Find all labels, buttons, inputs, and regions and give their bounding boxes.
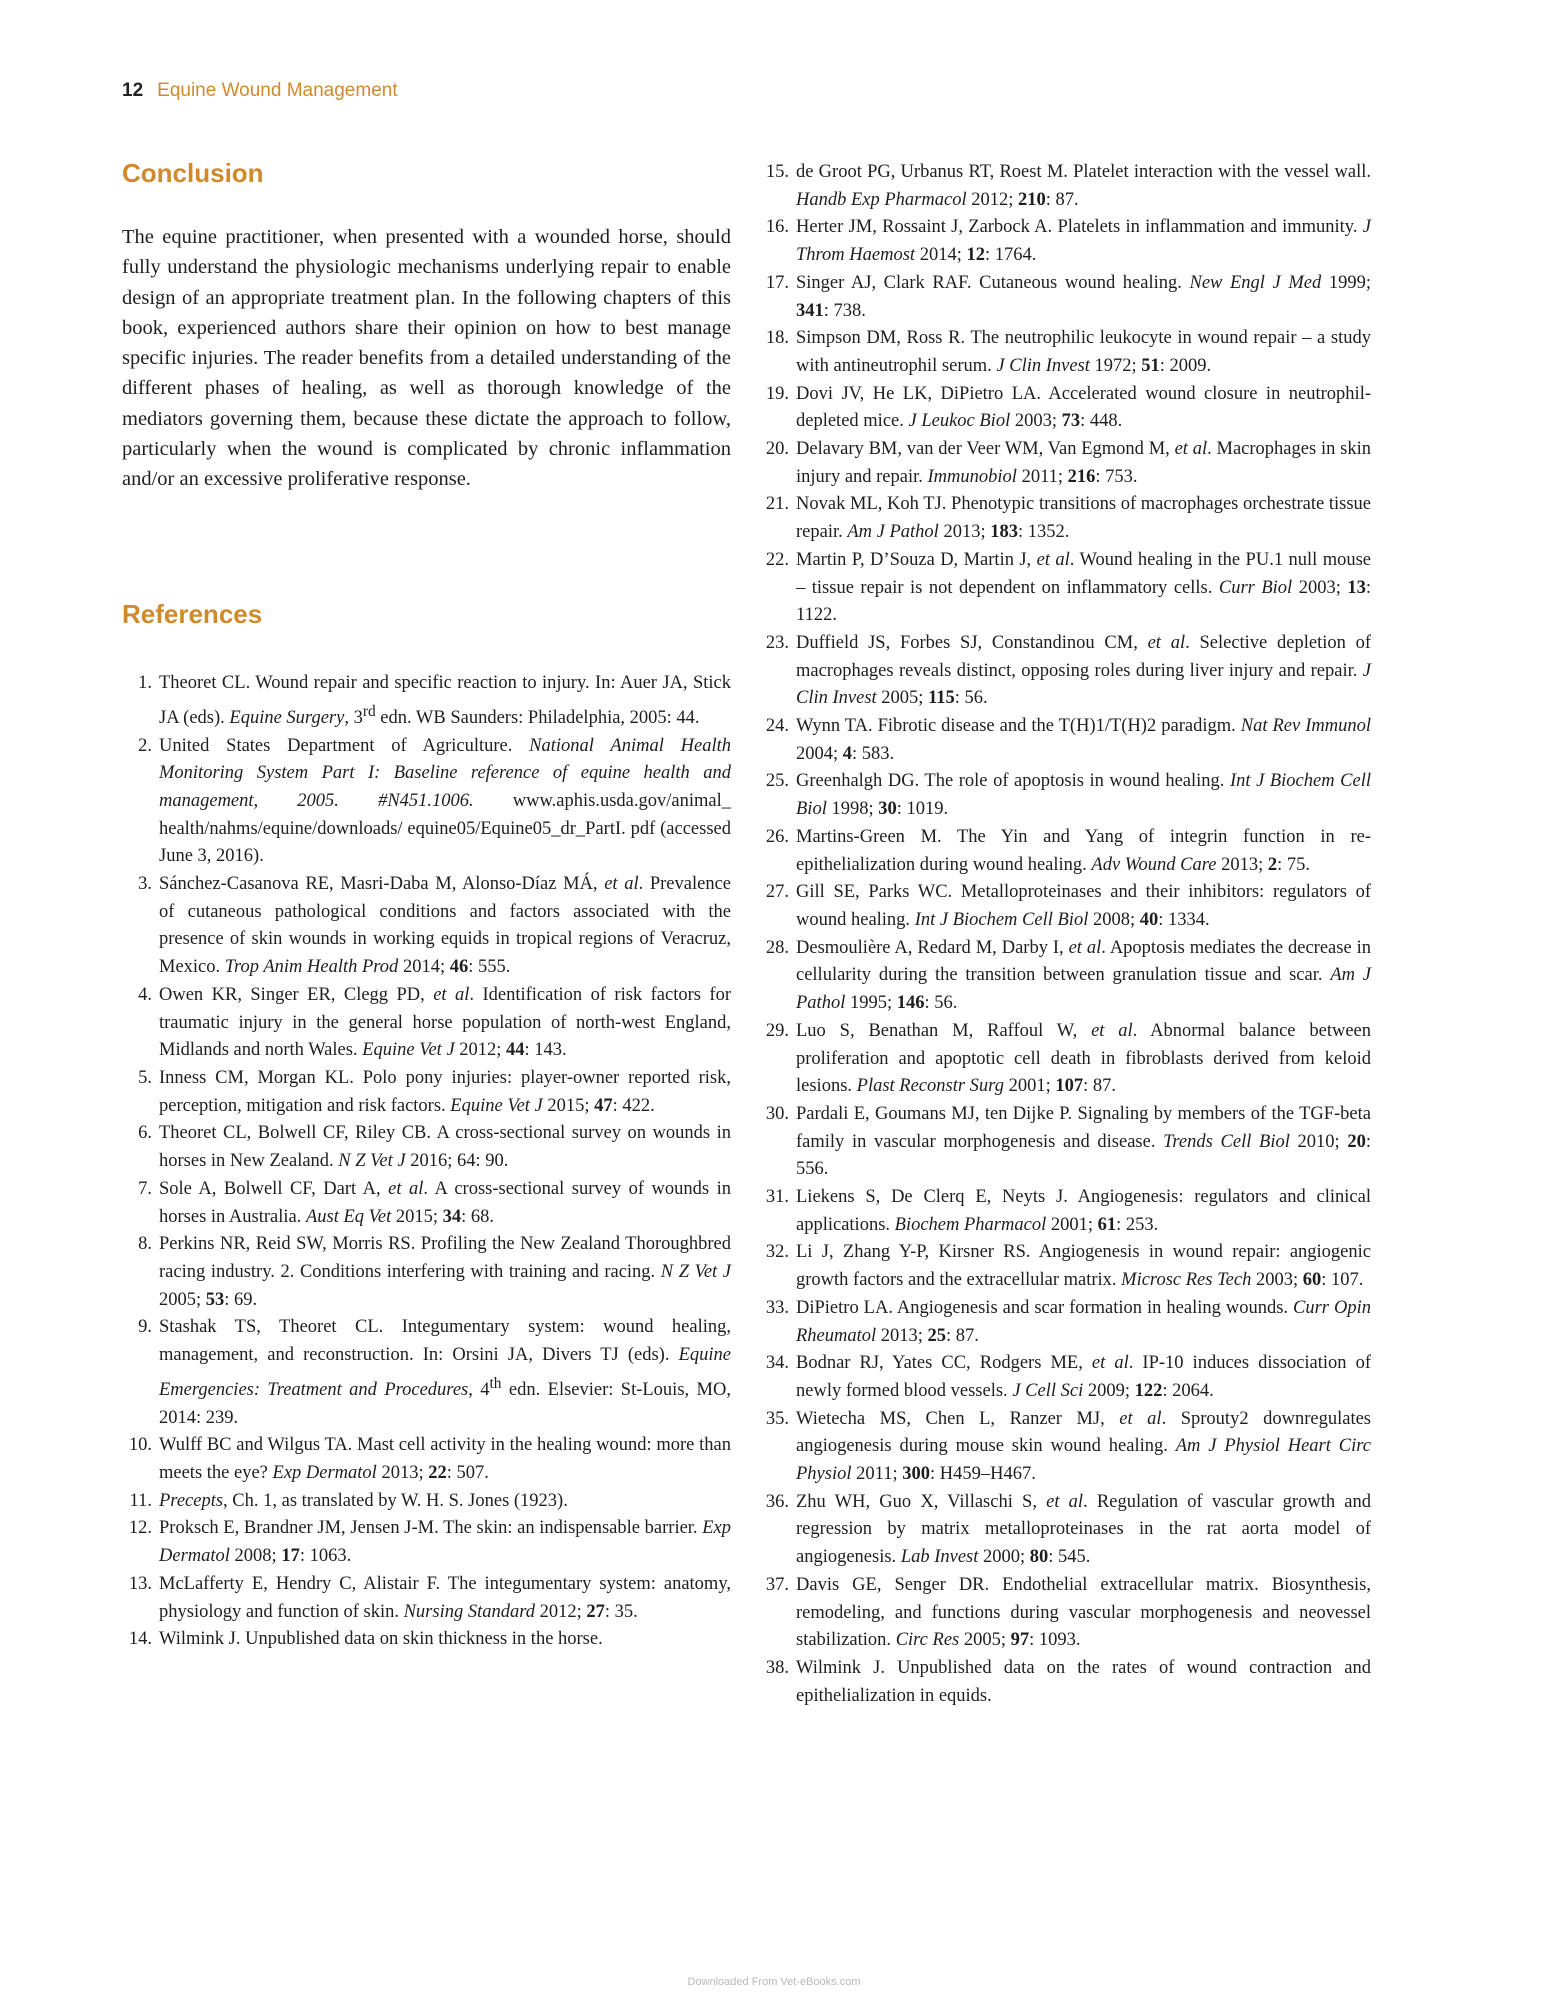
reference-item: [759, 768, 1371, 823]
reference-number: 19.: [765, 383, 789, 404]
reference-text: Li J, Zhang Y-P, Kirsner RS. Angiogenesis in wound repair: angiogenic growth factors and the extracellular matrix. Microsc Res Tech 2003; 60: 107.: [796, 1242, 1371, 1291]
reference-item: [759, 1350, 1371, 1405]
references-heading: References: [122, 599, 263, 629]
reference-text: Proksch E, Brandner JM, Jensen J-M. The skin: an indispensable barrier. Exp Dermatol 2008; 17: 1063.: [159, 1518, 731, 1567]
reference-number: 5.: [138, 1068, 152, 1088]
reference-item: [122, 1432, 731, 1487]
reference-item: [759, 325, 1371, 380]
reference-text: Theoret CL. Wound repair and specific reaction to injury. In: Auer JA, Stick JA (eds). Equine Surgery, 3rd edn. WB Saunders: Philadelphia, 2005: 44.: [159, 673, 731, 728]
reference-number: 37.: [765, 1574, 789, 1595]
reference-text: Wilmink J. Unpublished data on skin thickness in the horse.: [159, 1629, 603, 1650]
reference-item: [759, 436, 1371, 491]
reference-number: 7.: [138, 1178, 152, 1199]
conclusion-paragraph: The equine practitioner, when presented with a wounded horse, should fully understand the physiologic mechanisms underlying repair to enable design of an appropriate treatment plan. In the following chapters of this book, experienced authors share their opinion on how to best manage specific injuries. The reader benefits from a detailed understanding of the different phases of healing, as well as thorough knowledge of the mediators governing them, because these dictate the approach to follow, particularly when the wound is complicated by chronic inflammation and/or an excessive proliferative response.: [122, 226, 731, 491]
reference-item: [122, 1176, 731, 1231]
reference-text: United States Department of Agriculture. National Animal Health Monitoring System Part I: Baseline reference of equine health and management, 2005. #N451.1006. www.aphis.usda.gov/animal_ health/nahms/equine/downloads/ equine05/Equine05_dr_PartI. pdf (accessed June 3, 2016).: [159, 735, 731, 867]
reference-number: 25.: [765, 771, 789, 792]
reference-number: 26.: [765, 826, 789, 847]
reference-number: 2.: [138, 735, 152, 756]
reference-text: Davis GE, Senger DR. Endothelial extracellular matrix. Biosynthesis, remodeling, and functions during vascular morphogenesis and neovessel stabilization. Circ Res 2005; 97: 1093.: [796, 1574, 1371, 1651]
reference-number: 12.: [128, 1518, 152, 1539]
reference-text: Theoret CL, Bolwell CF, Riley CB. A cross-sectional survey on wounds in horses in New Zealand. N Z Vet J 2016; 64: 90.: [159, 1123, 731, 1172]
reference-text: Herter JM, Rossaint J, Zarbock A. Platelets in inflammation and immunity. J Throm Haemost 2014; 12: 1764.: [796, 217, 1371, 266]
conclusion-heading: Conclusion: [122, 158, 264, 188]
reference-item: [759, 159, 1371, 214]
reference-item: [759, 1489, 1371, 1572]
reference-number: 15.: [765, 162, 789, 182]
reference-text: Sole A, Bolwell CF, Dart A, et al. A cross-sectional survey of wounds in horses in Australia. Aust Eq Vet 2015; 34: 68.: [159, 1178, 731, 1227]
reference-text: Zhu WH, Guo X, Villaschi S, et al. Regulation of vascular growth and regression by matrix metalloproteinases in the rat aorta model of angiogenesis. Lab Invest 2000; 80: 545.: [796, 1491, 1371, 1568]
reference-number: 29.: [765, 1020, 789, 1041]
reference-item: [122, 1065, 731, 1120]
reference-item: [759, 1295, 1371, 1350]
reference-text: Precepts, Ch. 1, as translated by W. H. S. Jones (1923).: [159, 1490, 568, 1511]
reference-number: 20.: [765, 439, 789, 460]
reference-text: Sánchez-Casanova RE, Masri-Daba M, Alonso-Díaz MÁ, et al. Prevalence of cutaneous pathological conditions and factors associated with the presence of skin wounds in working equids in tropical regions of Veracruz, Mexico. Trop Anim Health Prod 2014; 46: 555.: [159, 874, 732, 978]
reference-item: [759, 1101, 1371, 1184]
reference-number: 36.: [765, 1491, 789, 1512]
reference-number: 16.: [765, 217, 789, 238]
reference-text: Gill SE, Parks WC. Metalloproteinases and their inhibitors: regulators of wound healing. Int J Biochem Cell Biol 2008; 40: 1334.: [796, 882, 1371, 930]
reference-item: [122, 1515, 731, 1570]
reference-item: [759, 1406, 1371, 1489]
reference-item: [122, 670, 731, 733]
reference-text: Luo S, Benathan M, Raffoul W, et al. Abnormal balance between proliferation and apoptotic cell death in fibroblasts derived from keloid lesions. Plast Reconstr Surg 2001; 107: 87.: [796, 1020, 1371, 1097]
reference-item: [122, 1571, 731, 1626]
reference-text: DiPietro LA. Angiogenesis and scar formation in healing wounds. Curr Opin Rheumatol 2013; 25: 87.: [796, 1297, 1371, 1346]
reference-item: [759, 1018, 1371, 1101]
reference-text: Martin P, D’Souza D, Martin J, et al. Wound healing in the PU.1 null mouse – tissue repair is not dependent on inflammatory cells. Curr Biol 2003; 13: 1122.: [796, 549, 1372, 626]
reference-item: [759, 547, 1371, 630]
reference-item: [759, 1184, 1371, 1239]
reference-number: 34.: [765, 1353, 789, 1374]
reference-item: [122, 1488, 731, 1516]
reference-number: 14.: [128, 1629, 152, 1650]
reference-number: 6.: [138, 1123, 152, 1144]
reference-number: 18.: [765, 328, 789, 349]
reference-item: [122, 733, 731, 872]
reference-item: [759, 824, 1371, 879]
reference-text: Desmoulière A, Redard M, Darby I, et al. Apoptosis mediates the decrease in cellularity during the transition between granulation tissue and scar. Am J Pathol 1995; 146: 56.: [796, 937, 1372, 1014]
reference-item: [759, 1655, 1371, 1710]
reference-item: [759, 270, 1371, 325]
reference-item: [122, 871, 731, 982]
reference-number: 35.: [765, 1408, 789, 1429]
reference-item: [759, 1572, 1371, 1655]
reference-text: McLafferty E, Hendry C, Alistair F. The integumentary system: anatomy, physiology and function of skin. Nursing Standard 2012; 27: 35.: [159, 1573, 731, 1622]
reference-item: [759, 713, 1371, 768]
reference-number: 1.: [138, 673, 152, 693]
reference-list-right-column: [759, 159, 1371, 1710]
reference-text: Wietecha MS, Chen L, Ranzer MJ, et al. Sprouty2 downregulates angiogenesis during mouse skin wound healing. Am J Physiol Heart Circ Physiol 2011; 300: H459–H467.: [796, 1408, 1371, 1485]
reference-item: [759, 935, 1371, 1018]
reference-text: Owen KR, Singer ER, Clegg PD, et al. Identification of risk factors for traumatic injury in the general horse population of north-west England, Midlands and north Wales. Equine Vet J 2012; 44: 143.: [159, 984, 731, 1061]
reference-item: [122, 1231, 731, 1314]
reference-item: [759, 630, 1371, 713]
reference-item: [122, 1626, 731, 1654]
reference-text: Pardali E, Goumans MJ, ten Dijke P. Signaling by members of the TGF-beta family in vascular morphogenesis and disease. Trends Cell Biol 2010; 20: 556.: [796, 1103, 1372, 1180]
reference-number: 11.: [129, 1490, 152, 1511]
reference-number: 3.: [138, 874, 152, 895]
reference-text: Wilmink J. Unpublished data on the rates of wound contraction and epithelialization in equids.: [796, 1657, 1371, 1706]
reference-number: 32.: [765, 1242, 789, 1263]
running-header: [122, 80, 398, 102]
reference-text: Perkins NR, Reid SW, Morris RS. Profiling the New Zealand Thoroughbred racing industry. 2. Conditions interfering with training and racing. N Z Vet J 2005; 53: 69.: [159, 1234, 731, 1310]
reference-text: Wynn TA. Fibrotic disease and the T(H)1/T(H)2 paradigm. Nat Rev Immunol 2004; 4: 583.: [796, 716, 1371, 764]
reference-text: Martins-Green M. The Yin and Yang of integrin function in re-epithelialization during wound healing. Adv Wound Care 2013; 2: 75.: [796, 826, 1371, 875]
reference-number: 38.: [765, 1657, 789, 1678]
reference-text: Greenhalgh DG. The role of apoptosis in wound healing. Int J Biochem Cell Biol 1998; 30: 1019.: [796, 771, 1371, 820]
reference-number: 22.: [765, 549, 789, 570]
reference-text: Stashak TS, Theoret CL. Integumentary system: wound healing, management, and reconstruction. In: Orsini JA, Divers TJ (eds). Equine Emergencies: Treatment and Procedures, 4th edn. Elsevier: St-Louis, MO, 2014: 239.: [159, 1317, 731, 1428]
reference-text: Singer AJ, Clark RAF. Cutaneous wound healing. New Engl J Med 1999; 341: 738.: [796, 272, 1371, 321]
reference-text: Liekens S, De Clerq E, Neyts J. Angiogenesis: regulators and clinical applications. Biochem Pharmacol 2001; 61: 253.: [796, 1187, 1371, 1235]
download-watermark: Downloaded From Vet-eBooks.com: [687, 1976, 861, 1988]
reference-number: 33.: [765, 1297, 789, 1318]
reference-text: Delavary BM, van der Veer WM, Van Egmond M, et al. Macrophages in skin injury and repair. Immunobiol 2011; 216: 753.: [796, 439, 1371, 487]
reference-number: 24.: [765, 716, 789, 737]
reference-number: 10.: [128, 1435, 152, 1456]
reference-number: 30.: [765, 1103, 789, 1124]
reference-number: 17.: [765, 272, 789, 293]
reference-item: [759, 1239, 1371, 1294]
running-title: Equine Wound Management: [157, 80, 398, 101]
reference-text: Inness CM, Morgan KL. Polo pony injuries: player-owner reported risk, perception, mitigation and risk factors. Equine Vet J 2015; 47: 422.: [159, 1068, 731, 1116]
reference-number: 9.: [138, 1317, 152, 1338]
reference-number: 23.: [765, 632, 789, 653]
reference-number: 8.: [138, 1234, 152, 1255]
reference-text: Novak ML, Koh TJ. Phenotypic transitions of macrophages orchestrate tissue repair. Am J Pathol 2013; 183: 1352.: [796, 494, 1371, 543]
reference-number: 31.: [765, 1187, 789, 1208]
reference-text: Dovi JV, He LK, DiPietro LA. Accelerated wound closure in neutrophil-depleted mice. J Leukoc Biol 2003; 73: 448.: [796, 383, 1371, 432]
reference-text: de Groot PG, Urbanus RT, Roest M. Platelet interaction with the vessel wall. Handb Exp Pharmacol 2012; 210: 87.: [796, 162, 1371, 210]
reference-item: [122, 1120, 731, 1175]
reference-text: Wulff BC and Wilgus TA. Mast cell activity in the healing wound: more than meets the eye? Exp Dermatol 2013; 22: 507.: [159, 1435, 731, 1483]
reference-number: 27.: [765, 882, 789, 903]
page-number: 12: [122, 80, 144, 101]
reference-text: Simpson DM, Ross R. The neutrophilic leukocyte in wound repair – a study with antineutrophil serum. J Clin Invest 1972; 51: 2009.: [796, 328, 1371, 376]
reference-item: [759, 381, 1371, 436]
reference-item: [759, 491, 1371, 546]
reference-text: Bodnar RJ, Yates CC, Rodgers ME, et al. IP-10 induces dissociation of newly formed blood vessels. J Cell Sci 2009; 122: 2064.: [796, 1353, 1371, 1401]
reference-item: [122, 1314, 731, 1432]
reference-item: [122, 982, 731, 1065]
reference-number: 28.: [765, 937, 789, 958]
reference-item: [759, 214, 1371, 269]
reference-item: [759, 879, 1371, 934]
reference-number: 13.: [128, 1573, 152, 1594]
reference-text: Duffield JS, Forbes SJ, Constandinou CM, et al. Selective depletion of macrophages reveals distinct, opposing roles during liver injury and repair. J Clin Invest 2005; 115: 56.: [796, 632, 1372, 709]
reference-list-left-column: [122, 670, 731, 1654]
reference-number: 4.: [138, 984, 152, 1005]
reference-number: 21.: [765, 494, 789, 515]
